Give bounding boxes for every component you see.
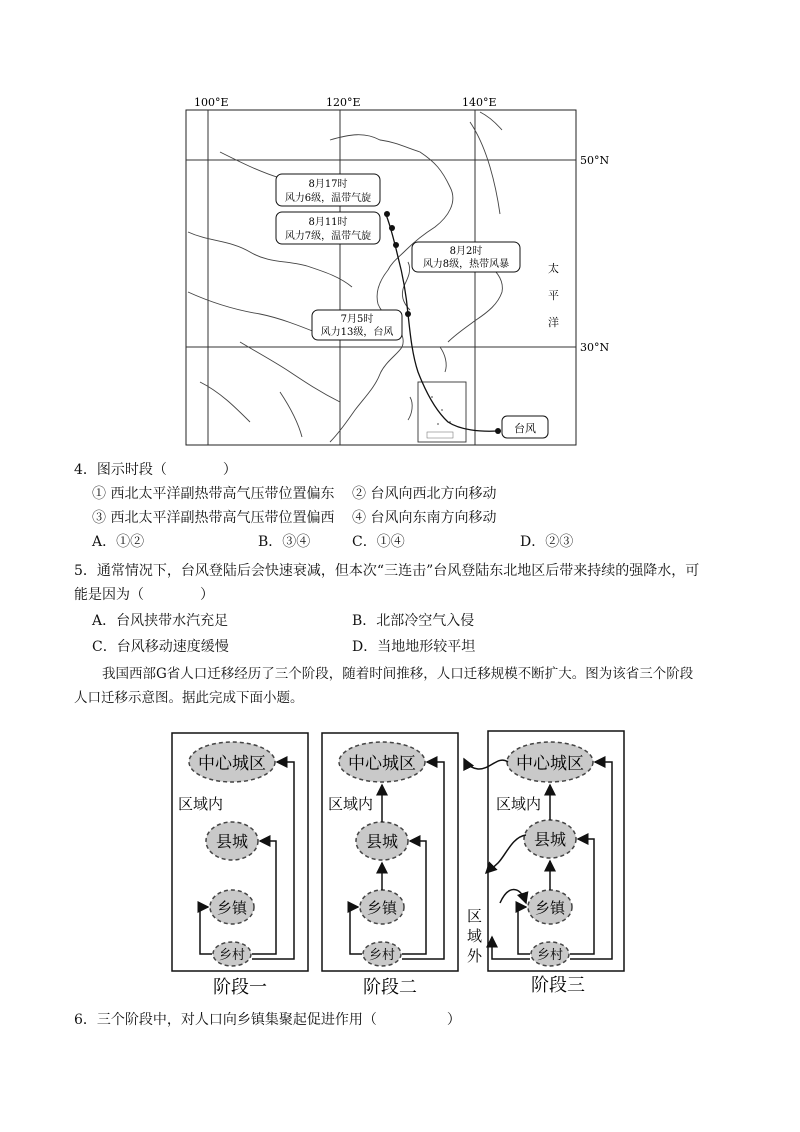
q4-choice-b[interactable]: B．③④ [258, 534, 311, 550]
q4-choice-c[interactable]: C．①④ [352, 534, 405, 550]
track-point-jul5 [405, 311, 411, 317]
node-county-label: 县城 [533, 830, 567, 849]
region-in-label: 区域内 [496, 795, 542, 813]
node-county-label: 县城 [365, 832, 399, 851]
region-out-label-3: 外 [467, 947, 483, 965]
stage-3-title: 阶段三 [531, 975, 585, 996]
callout-aug2 [412, 242, 520, 272]
callout-start-label: 台风 [514, 422, 536, 435]
q4-choice-a[interactable]: A．①② [92, 534, 145, 550]
node-village-label: 乡村 [536, 948, 564, 963]
callout-aug17-line1: 8月17时 [308, 179, 348, 190]
q5-choice-c[interactable]: C．台风移动速度缓慢 [92, 639, 229, 655]
ocean-label-3: 洋 [548, 316, 559, 329]
q6-stem: 6．三个阶段中，对人口向乡镇集聚起促进作用（ ） [74, 1012, 461, 1028]
node-town-label: 乡镇 [216, 899, 248, 917]
track-point-aug11 [389, 225, 395, 231]
typhoon-track-map [180, 92, 610, 452]
q4-item-2: ② 台风向西北方向移动 [352, 486, 497, 502]
track-point-start [495, 428, 501, 434]
callout-jul5 [312, 310, 402, 340]
node-town-label: 乡镇 [366, 899, 398, 917]
q4-choice-d[interactable]: D．②③ [520, 534, 574, 550]
migration-stages-diagram [160, 725, 640, 1000]
q4-item-1: ① 西北太平洋副热带高气压带位置偏东 [92, 486, 335, 502]
lon-label-120: 120°E [326, 96, 361, 109]
lon-label-100: 100°E [194, 96, 229, 109]
q5-choice-d[interactable]: D．当地地形较平坦 [352, 639, 476, 655]
ocean-label-1: 太 [548, 262, 559, 275]
callout-aug11-line2: 风力7级，温带气旋 [284, 231, 372, 242]
callout-aug2-line2: 风力8级，热带风暴 [422, 259, 510, 270]
region-in-label: 区域内 [328, 795, 374, 813]
inset-caption [427, 432, 453, 438]
stage-1-title: 阶段一 [213, 977, 267, 998]
passage-line2: 人口迁移示意图。据此完成下面小题。 [74, 690, 304, 706]
q4-item-4: ④ 台风向东南方向移动 [352, 510, 497, 526]
stage-2 [322, 733, 458, 998]
node-village-label: 乡村 [368, 948, 396, 963]
q5-stem-line2: 能是因为（ ） [74, 587, 214, 603]
node-village-label: 乡村 [218, 948, 246, 963]
region-out-label-1: 区 [467, 907, 483, 925]
stage-1 [172, 733, 308, 998]
ocean-label-2: 平 [548, 289, 559, 302]
lat-label-50: 50°N [580, 154, 610, 167]
region-in-label: 区域内 [178, 795, 224, 813]
callout-aug17-line2: 风力6级，温带气旋 [284, 193, 372, 204]
stage-3 [464, 731, 624, 996]
lat-label-30: 30°N [580, 341, 610, 354]
callout-aug17 [276, 174, 380, 206]
q4-item-3: ③ 西北太平洋副热带高气压带位置偏西 [92, 510, 335, 526]
q5-choice-b[interactable]: B．北部冷空气入侵 [352, 613, 475, 629]
node-county-label: 县城 [215, 832, 249, 851]
track-point-aug17 [384, 211, 390, 217]
region-out-label-2: 域 [467, 927, 483, 945]
lon-label-140: 140°E [462, 96, 497, 109]
callout-aug2-line1: 8月2时 [449, 246, 483, 257]
callout-aug11-line1: 8月11时 [308, 217, 348, 228]
callout-jul5-line2: 风力13级，台风 [320, 327, 394, 338]
node-center-city-label: 中心城区 [516, 754, 584, 774]
callout-aug11 [276, 212, 380, 244]
callout-jul5-line1: 7月5时 [340, 314, 374, 325]
node-town-label: 乡镇 [534, 899, 566, 917]
node-center-city-label: 中心城区 [348, 754, 416, 774]
q4-stem: 4．图示时段（ ） [74, 462, 237, 478]
track-point-aug2 [393, 242, 399, 248]
node-center-city-label: 中心城区 [198, 754, 266, 774]
q5-choice-a[interactable]: A．台风挟带水汽充足 [92, 613, 229, 629]
passage-line1: 我国西部G省人口迁移经历了三个阶段，随着时间推移，人口迁移规模不断扩大。图为该省三个阶段 [102, 666, 694, 682]
q5-stem-line1: 5．通常情况下，台风登陆后会快速衰减，但本次“三连击”台风登陆东北地区后带来持续的强降水，可 [74, 563, 700, 579]
callout-start [502, 416, 548, 438]
stage-2-title: 阶段二 [363, 977, 417, 998]
